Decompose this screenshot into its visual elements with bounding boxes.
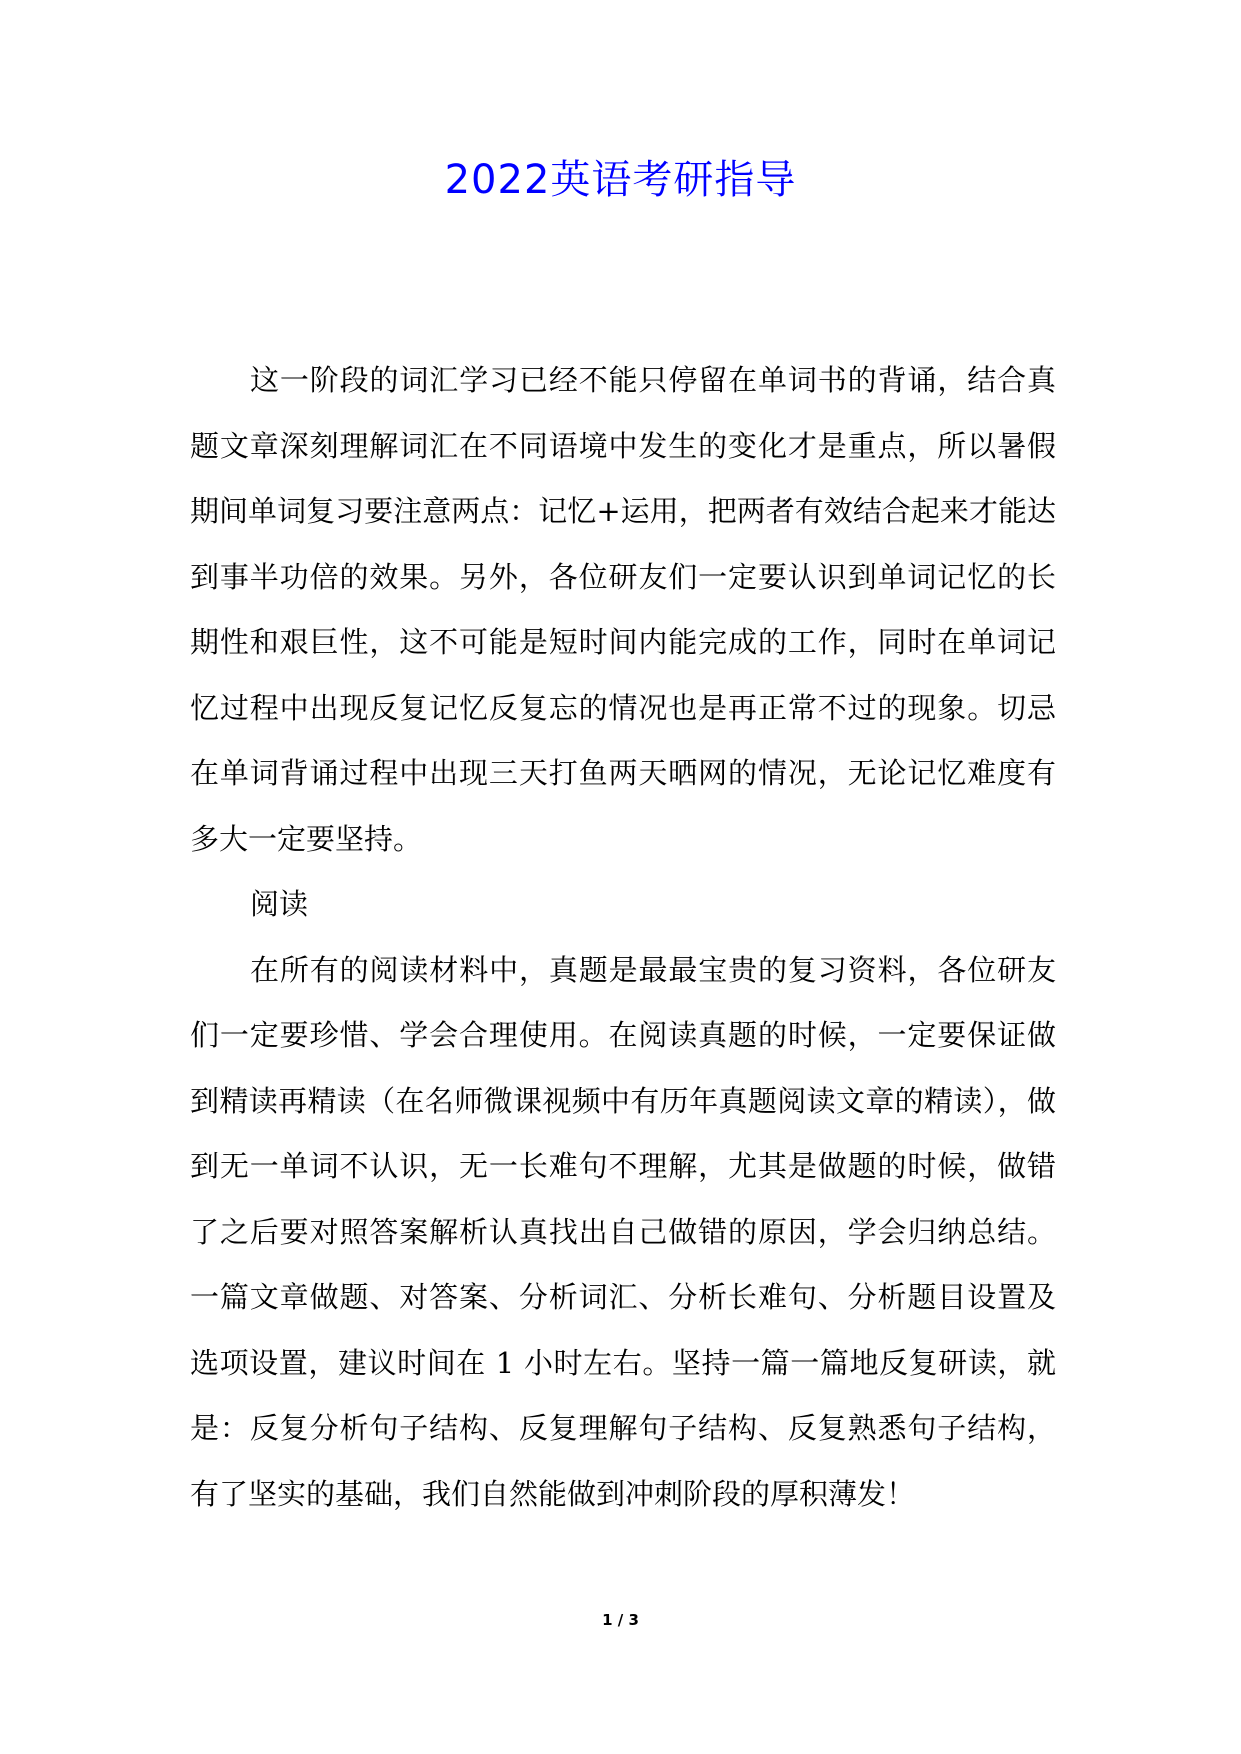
paragraph-vocabulary: 这一阶段的词汇学习已经不能只停留在单词书的背诵，结合真题文章深刻理解词汇在不同语境中发生的变化才是重点，所以暑假期间单词复习要注意两点：记忆+运用，把两者有效结合起来才能达到事半功倍的效果。另外，各位研友们一定要认识到单词记忆的长期性和艰巨性，这不可能是短时间内能完成的工作，同时在单词记忆过程中出现反复记忆反复忘的情况也是再正常不过的现象。切忌在单词背诵过程中出现三天打鱼两天晒网的情况，无论记忆难度有多大一定要坚持。 — [190, 363, 1056, 856]
section-heading-reading: 阅读 — [250, 887, 309, 921]
paragraph-reading: 在所有的阅读材料中，真题是最最宝贵的复习资料，各位研友们一定要珍惜、学会合理使用。在阅读真题的时候，一定要保证做到精读再精读（在名师微课视频中有历年真题阅读文章的精读），做到无一单词不认识，无一长难句不理解，尤其是做题的时候，做错了之后要对照答案解析认真找出自己做错的原因，学会归纳总结。一篇文章做题、对答案、分析词汇、分析长难句、分析题目设置及选项设置，建议时间在 1 小时左右。坚持一篇一篇地反复研读，就是：反复分析句子结构、反复理解句子结构、反复熟悉句子结构，有了坚实的基础，我们自然能做到冲刺阶段的厚积薄发！ — [190, 952, 1056, 1511]
document-title: 2022英语考研指导 — [444, 157, 797, 203]
document-body — [190, 348, 1056, 1527]
page-number: 1 / 3 — [602, 1611, 639, 1629]
